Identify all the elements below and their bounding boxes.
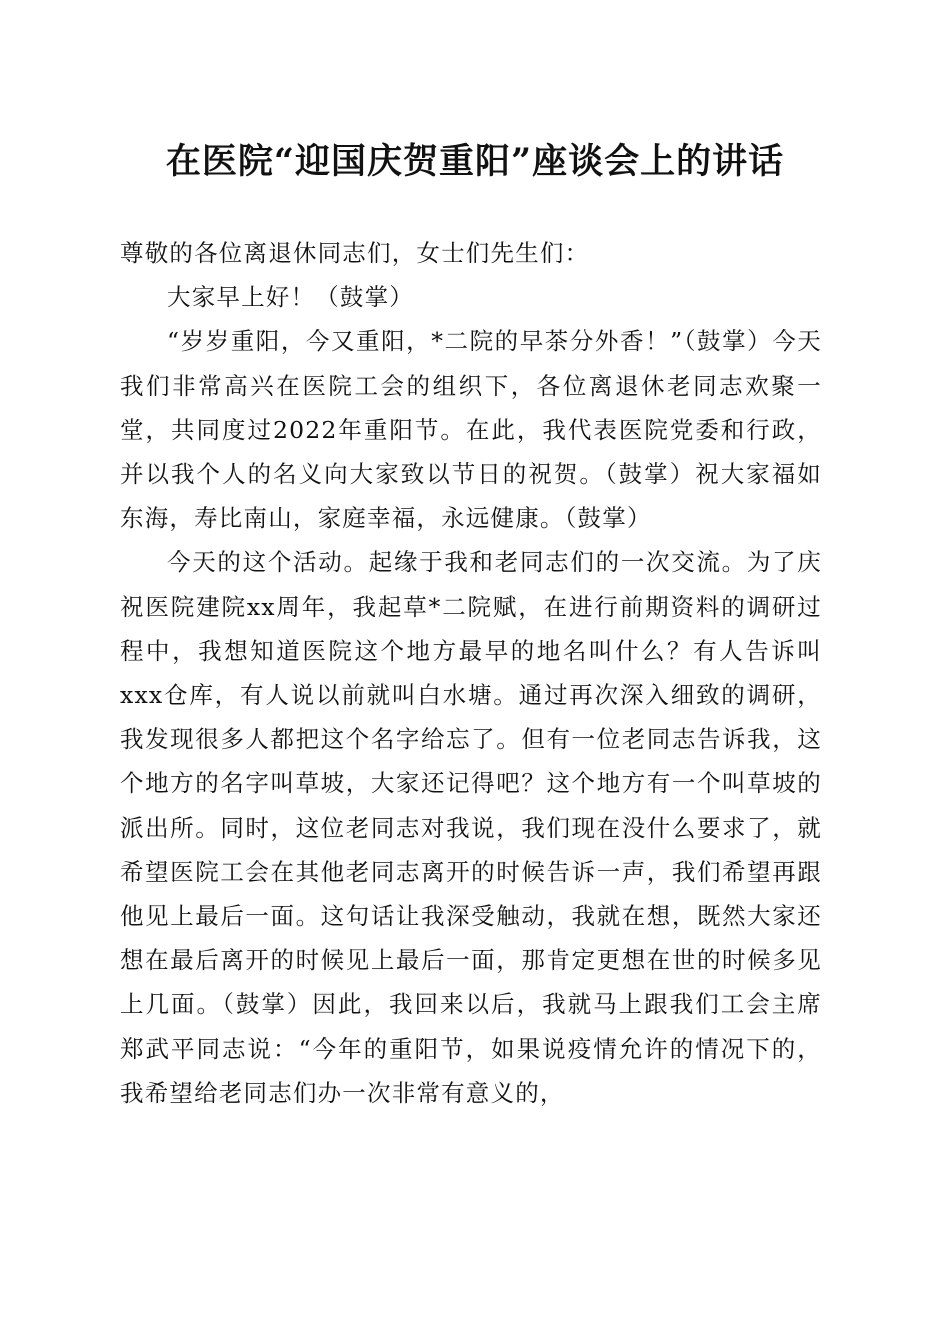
salutation-paragraph: 尊敬的各位离退休同志们，女士们先生们： <box>120 239 590 267</box>
story-paragraph: 今天的这个活动。起缘于我和老同志们的一次交流。为了庆祝医院建院xx周年，我起草*二院赋，在进行前期资料的调研过程中，我想知道医院这个地方最早的地名叫什么？有人告诉叫xxx仓库，有人说以前就叫白水塘。通过再次深入细致的调研，我发现很多人都把这个名字给忘了。但有一位老同志告诉我，这个地方的名字叫草坡，大家还记得吧？这个地方有一个叫草坡的派出所。同时，这位老同志对我说，我们现在没什么要求了，就希望医院工会在其他老同志离开的时候告诉一声，我们希望再跟他见上最后一面。这句话让我深受触动，我就在想，既然大家还想在最后离开的时候见上最后一面，那肯定更想在世的时候多见上几面。（鼓掌）因此，我回来以后，我就马上跟我们工会主席郑武平同志说：“今年的重阳节，如果说疫情允许的情况下的，我希望给老同志们办一次非常有意义的， <box>120 548 822 1107</box>
opening-paragraph: “岁岁重阳，今又重阳，*二院的早茶分外香！”（鼓掌）今天我们非常高兴在医院工会的组织下，各位离退休老同志欢聚一堂，共同度过2022年重阳节。在此，我代表医院党委和行政，并以我个人的名义向大家致以节日的祝贺。（鼓掌）祝大家福如东海，寿比南山，家庭幸福，永远健康。（鼓掌） <box>120 327 822 533</box>
greeting-paragraph: 大家早上好！（鼓掌） <box>167 283 414 312</box>
document-title: 在医院“迎国庆贺重阳”座谈会上的讲话 <box>165 141 785 182</box>
document-body <box>120 231 822 1115</box>
